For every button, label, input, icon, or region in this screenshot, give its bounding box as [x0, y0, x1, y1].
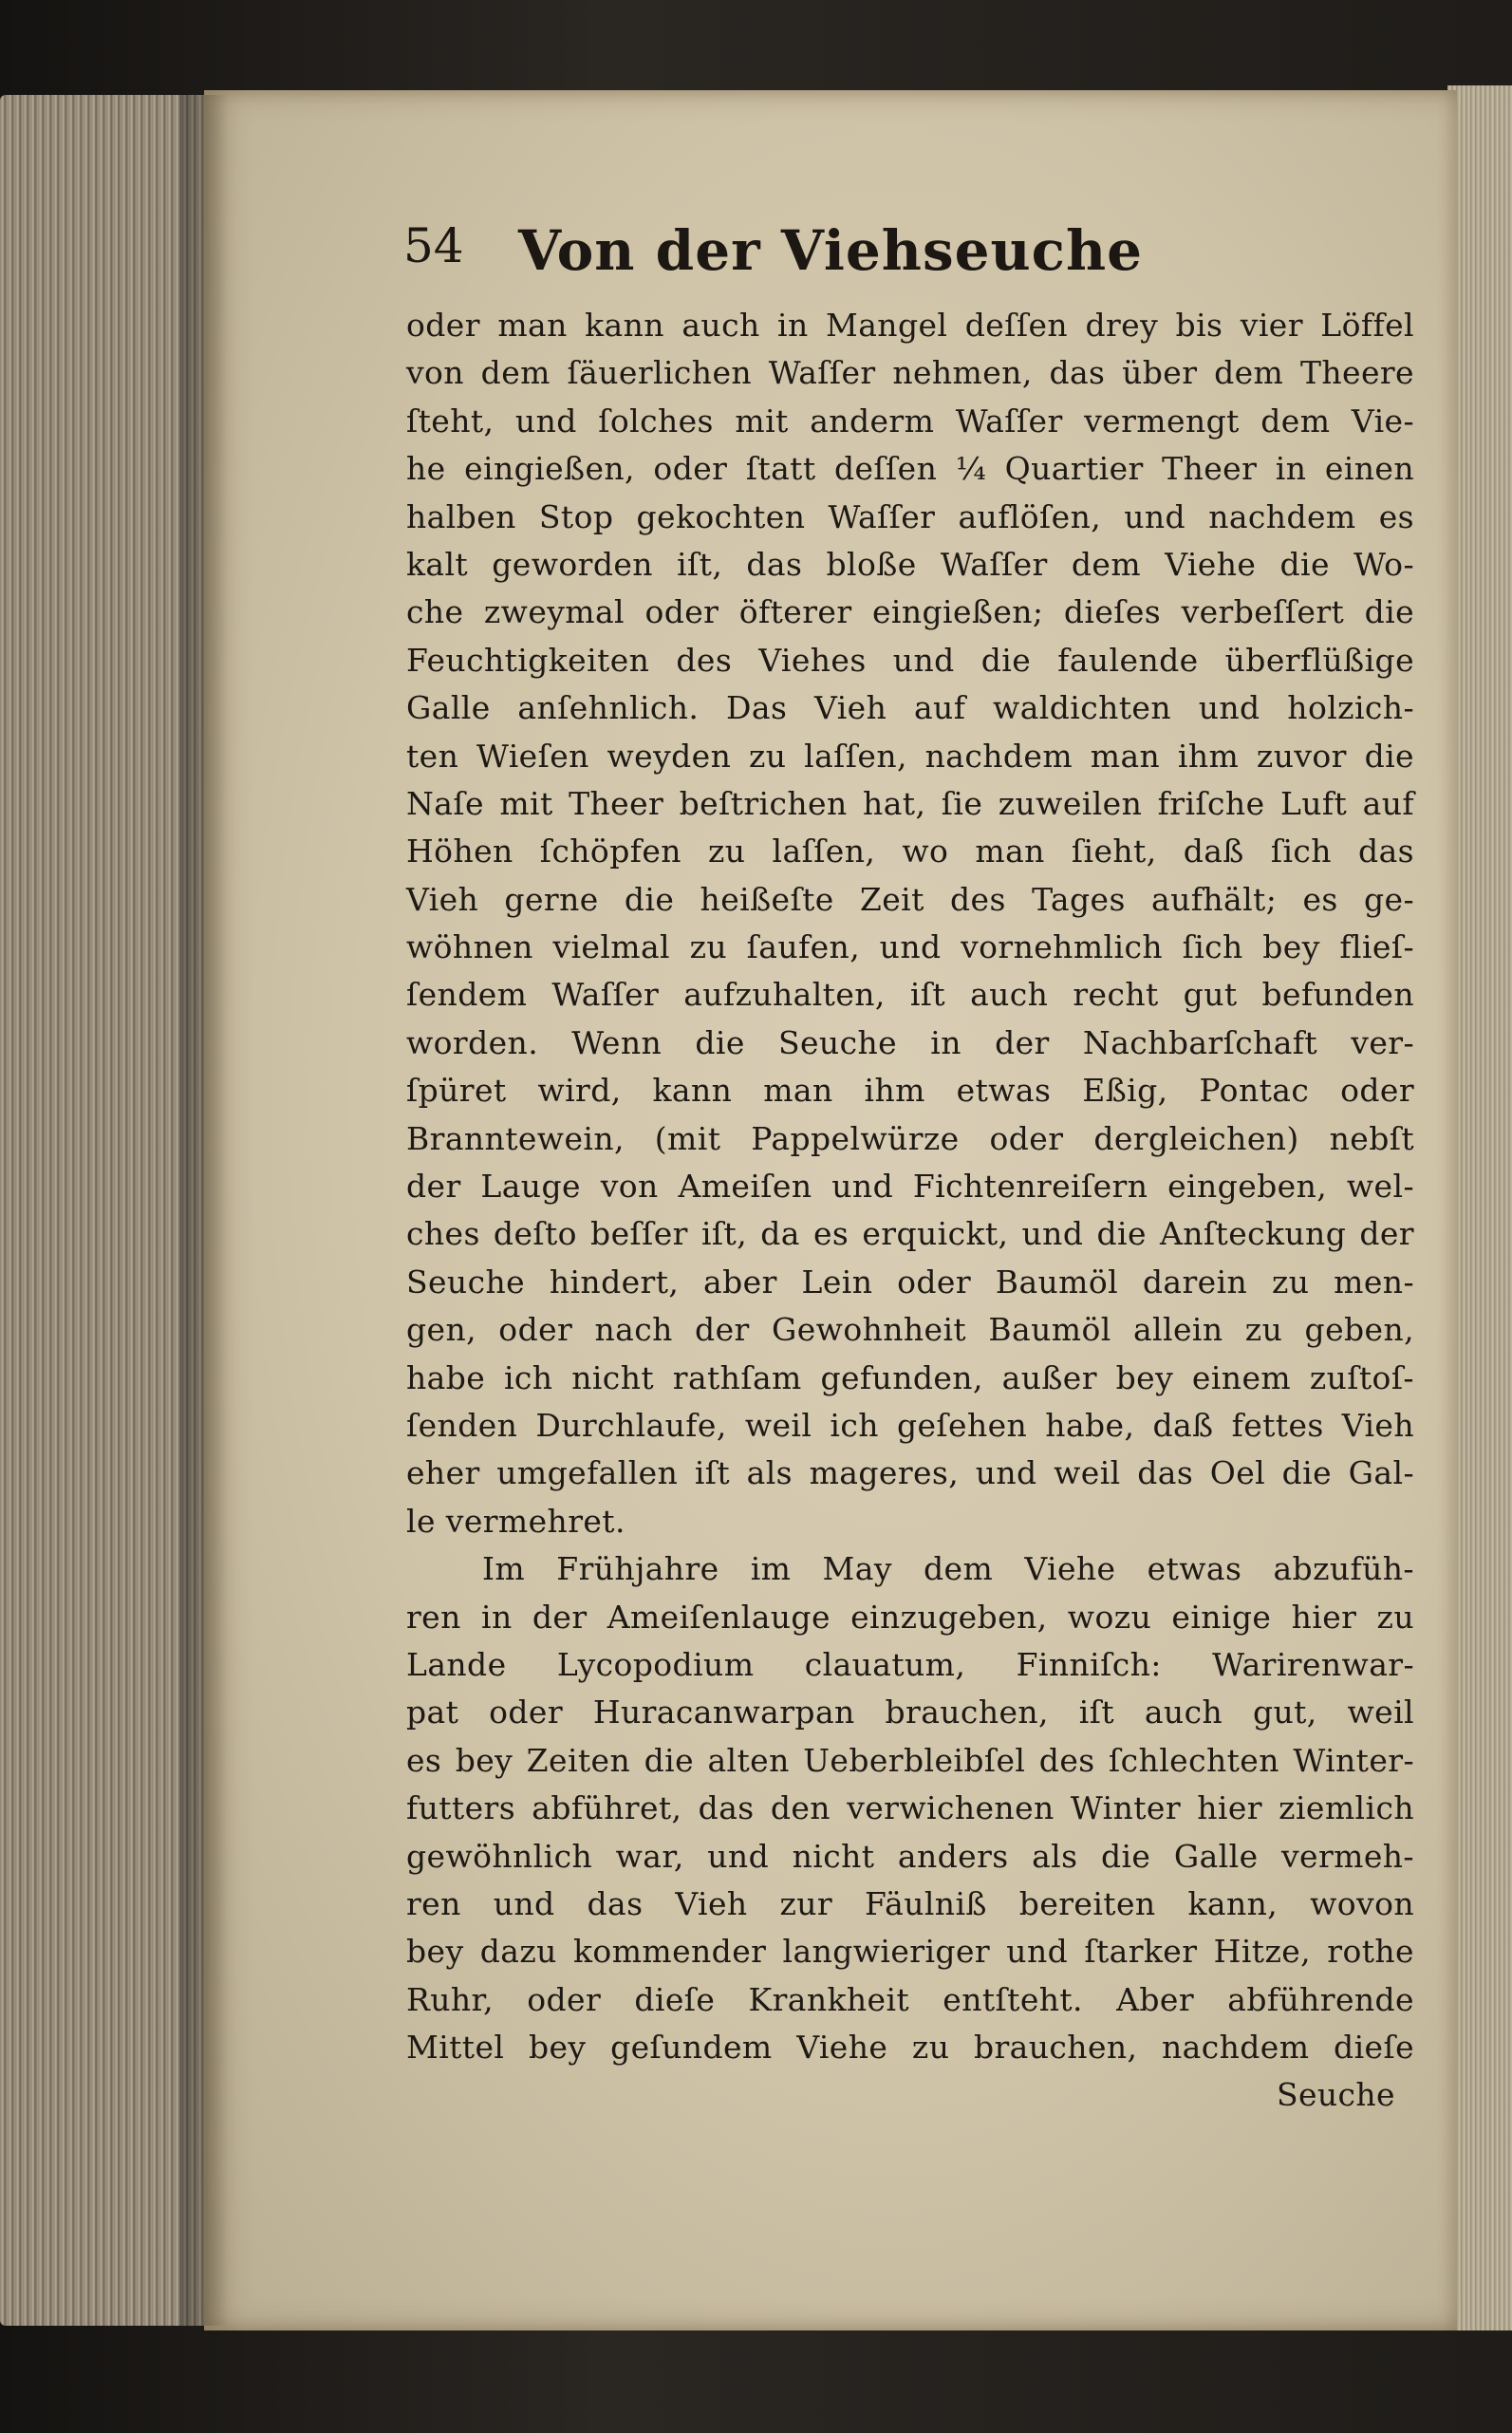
- text-line: Lande Lycopodium clauatum, Finniſch: Warirenwar-: [406, 1645, 1414, 1683]
- text-line: ches deſto beſſer iſt, da es erquickt, und die Anſteckung der: [406, 1215, 1414, 1253]
- text-line: bey dazu kommender langwieriger und ſtarker Hitze, rothe: [406, 1933, 1414, 1971]
- page-edges-left: [0, 95, 204, 2326]
- text-line: ren und das Vieh zur Fäulniß bereiten kann, wovon: [406, 1884, 1414, 1922]
- text-line: ten Wieſen weyden zu laſſen, nachdem man ihm zuvor die: [406, 737, 1414, 775]
- text-line: worden. Wenn die Seuche in der Nachbarſchaft ver-: [406, 1023, 1414, 1061]
- text-line: wöhnen vielmal zu ſaufen, und vornehmlich ſich bey flieſ-: [406, 928, 1414, 966]
- text-line: ſendem Waſſer aufzuhalten, iſt auch recht gut befunden: [406, 976, 1414, 1014]
- text-line: Feuchtigkeiten des Viehes und die faulende überflüßige: [406, 641, 1414, 679]
- text-line: Seuche hindert, aber Lein oder Baumöl darein zu men-: [406, 1263, 1414, 1301]
- text-line: der Lauge von Ameiſen und Fichtenreiſern eingeben, wel-: [406, 1168, 1414, 1206]
- text-line: von dem ſäuerlichen Waſſer nehmen, das über dem Theere: [406, 354, 1414, 392]
- paragraph-1: [406, 302, 1414, 1545]
- text-line: kalt geworden iſt, das bloße Waſſer dem Viehe die Wo-: [406, 545, 1414, 583]
- text-line: Naſe mit Theer beſtrichen hat, ſie zuweilen friſche Luft auf: [406, 784, 1414, 822]
- page-number: 54: [403, 218, 464, 273]
- text-line: gen, oder nach der Gewohnheit Baumöl allein zu geben,: [406, 1311, 1414, 1349]
- body-text: [406, 302, 1414, 2120]
- text-line: Galle anſehnlich. Das Vieh auf waldichten und holzich-: [406, 689, 1414, 727]
- paragraph-2: [406, 1545, 1414, 2071]
- text-line: es bey Zeiten die alten Ueberbleibſel des ſchlechten Winter-: [406, 1741, 1414, 1779]
- running-title: Von der Viehseuche: [517, 218, 1144, 283]
- text-line: Mittel bey geſundem Viehe zu brauchen, nachdem dieſe: [406, 2029, 1414, 2067]
- text-line: Vieh gerne die heißeſte Zeit des Tages aufhält; es ge-: [406, 880, 1414, 918]
- text-line: eher umgefallen iſt als mageres, und weil das Oel die Gal-: [406, 1454, 1414, 1492]
- text-line: ſpüret wird, kann man ihm etwas Eßig, Pontac oder: [406, 1072, 1414, 1110]
- text-line: Im Frühjahre im May dem Viehe etwas abzufüh-: [482, 1550, 1414, 1588]
- text-line: he eingießen, oder ſtatt deſſen ¼ Quartier Theer in einen: [406, 450, 1414, 488]
- text-line: che zweymal oder öfterer eingießen; dieſes verbeſſert die: [406, 593, 1414, 631]
- text-line: Höhen ſchöpfen zu laſſen, wo man ſieht, daß ſich das: [406, 833, 1414, 870]
- text-line: pat oder Huracanwarpan brauchen, iſt auch gut, weil: [406, 1694, 1414, 1731]
- text-line: futters abführet, das den verwichenen Winter hier ziemlich: [406, 1789, 1414, 1827]
- text-line: halben Stop gekochten Waſſer auflöſen, und nachdem es: [406, 497, 1414, 535]
- text-line: gewöhnlich war, und nicht anders als die Galle vermeh-: [406, 1837, 1414, 1875]
- page-edges-right: [1447, 85, 1512, 2330]
- page-header: [204, 218, 1457, 285]
- text-line: Branntewein, (mit Pappelwürze oder dergleichen) nebſt: [406, 1119, 1414, 1157]
- text-line: oder man kann auch in Mangel deſſen drey bis vier Löffel: [406, 307, 1414, 344]
- catchword: Seuche: [1276, 2076, 1395, 2114]
- text-line: ſenden Durchlaufe, weil ich geſehen habe, daß fettes Vieh: [406, 1406, 1414, 1444]
- text-line: habe ich nicht rathſam gefunden, außer bey einem zuſtoſ-: [406, 1358, 1414, 1396]
- text-line: Ruhr, oder dieſe Krankheit entſteht. Aber abführende: [406, 1980, 1414, 2018]
- text-line: ſteht, und ſolches mit anderm Waſſer vermengt dem Vie-: [406, 402, 1414, 440]
- text-line: le vermehret.: [406, 1502, 625, 1540]
- spine-shadow: [180, 95, 228, 2326]
- text-line: ren in der Ameiſenlauge einzugeben, wozu einige hier zu: [406, 1598, 1414, 1636]
